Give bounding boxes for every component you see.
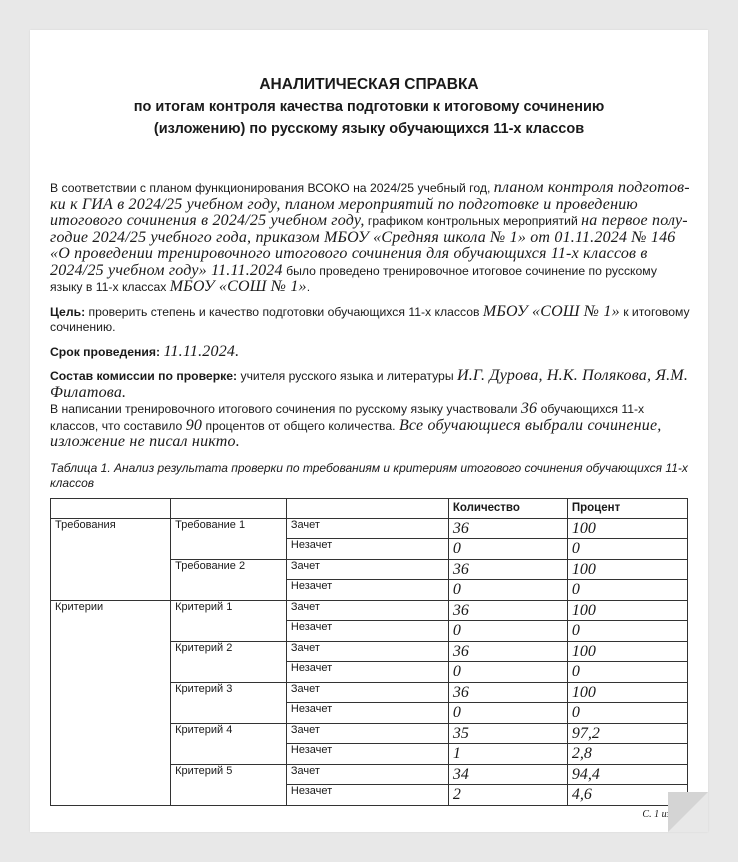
date-value: 11.11.2024. (163, 342, 240, 360)
result-label-cell: Незачет (286, 785, 448, 806)
commission-paragraph (50, 368, 690, 401)
count-cell: 0 (448, 703, 567, 724)
percent-cell: 0 (567, 703, 687, 724)
result-label-cell: Зачет (286, 723, 448, 744)
result-label-cell: Зачет (286, 641, 448, 662)
count-cell: 35 (448, 723, 567, 744)
intro-text-2: учебный год, (417, 181, 491, 195)
result-label-cell: Незачет (286, 662, 448, 683)
goal-label: Цель: (50, 304, 86, 319)
result-label-cell: Незачет (286, 744, 448, 765)
goal-paragraph (50, 304, 690, 336)
count-cell: 0 (448, 539, 567, 560)
table-row (51, 518, 688, 539)
result-label-cell: Незачет (286, 703, 448, 724)
participation-paragraph (50, 401, 690, 451)
goal-school: МБОУ «СОШ № 1» (482, 302, 620, 320)
header-cell (286, 499, 448, 519)
result-label-cell: Зачет (286, 518, 448, 539)
intro-handwritten-1: планом контроля подготов-ки к ГИА в 2024/25 учебном году, планом мероприятий по подготовке и проведению итогового сочинения в 2024/25 учебном году, (50, 179, 690, 229)
document-title (30, 74, 708, 140)
title-line-1: АНАЛИТИЧЕСКАЯ СПРАВКА (259, 76, 479, 93)
result-label-cell: Зачет (286, 764, 448, 785)
goal-text: проверить степень и качество подготовки обучающихся 11-х классов (88, 304, 480, 319)
participation-text-2: обучающихся 11-х классов, что составило (50, 402, 645, 433)
percent-cell: 0 (567, 662, 687, 683)
group-cell: Требования (51, 518, 171, 600)
count-cell: 36 (448, 518, 567, 539)
title-line-2: по итогам контроля качества подготовки к итоговому сочинению (133, 99, 605, 115)
intro-text-1: В соответствии с планом функционирования ВСОКО на (50, 181, 367, 195)
title-line-3: (изложению) по русскому языку обучающихся 11-х классов (153, 121, 585, 137)
participation-percent: 90 (185, 416, 203, 434)
item-cell: Критерий 3 (171, 682, 287, 723)
date-paragraph (50, 344, 690, 361)
header-count: Количество (448, 499, 567, 519)
page-number: С. 1 из 5 (642, 809, 678, 820)
intro-school-name: МБОУ «СОШ № 1» (169, 278, 307, 295)
item-cell: Критерий 1 (171, 600, 287, 641)
commission-members: И.Г. Дурова, Н.К. Полякова, Я.М. Филатова. (50, 367, 689, 401)
percent-cell: 100 (567, 682, 687, 703)
intro-year: 2024/25 (369, 181, 415, 195)
date-label: Срок проведения: (50, 344, 161, 359)
count-cell: 34 (448, 764, 567, 785)
participation-note: Все обучающиеся выбрали сочинение, изложение не писал никто. (50, 416, 662, 450)
result-label-cell: Зачет (286, 600, 448, 621)
percent-cell: 100 (567, 641, 687, 662)
item-cell: Требование 2 (171, 559, 287, 600)
item-cell: Требование 1 (171, 518, 287, 559)
results-table (50, 498, 688, 806)
item-cell: Критерий 2 (171, 641, 287, 682)
percent-cell: 0 (567, 580, 687, 601)
participation-count: 36 (520, 400, 538, 417)
commission-label: Состав комиссии по проверке: (50, 369, 238, 383)
percent-cell: 100 (567, 559, 687, 580)
goal-text-end: к итоговому сочинению. (50, 304, 690, 334)
count-cell: 36 (448, 559, 567, 580)
percent-cell: 94,4 (567, 764, 687, 785)
count-cell: 2 (448, 785, 567, 806)
participation-text-3: процентов от общего количества. (205, 418, 396, 433)
count-cell: 0 (448, 580, 567, 601)
count-cell: 1 (448, 744, 567, 765)
result-label-cell: Незачет (286, 580, 448, 601)
percent-cell: 100 (567, 600, 687, 621)
percent-cell: 0 (567, 621, 687, 642)
percent-cell: 0 (567, 539, 687, 560)
table-header-row (51, 499, 688, 519)
header-percent: Процент (567, 499, 687, 519)
percent-cell: 100 (567, 518, 687, 539)
count-cell: 0 (448, 621, 567, 642)
intro-period: . (306, 280, 311, 294)
header-cell (51, 499, 171, 519)
percent-cell: 2,8 (567, 744, 687, 765)
intro-text-3: графиком контрольных мероприятий (367, 214, 578, 228)
result-label-cell: Незачет (286, 621, 448, 642)
participation-text-1: В написании тренировочного итогового сочинения по русскому языку участвовали (50, 402, 518, 416)
count-cell: 0 (448, 662, 567, 683)
result-label-cell: Зачет (286, 682, 448, 703)
document-body (50, 180, 690, 491)
count-cell: 36 (448, 641, 567, 662)
table-body (51, 518, 688, 805)
item-cell: Критерий 5 (171, 764, 287, 805)
table-row (51, 600, 688, 621)
group-cell: Критерии (51, 600, 171, 805)
intro-handwritten-2: на первое полу-годие 2024/25 учебного года, приказом МБОУ «Средняя школа № 1» от 01.11.2024 № 146 «О проведении тренировочного итогового сочинения для обучающихся 11-х классов в 2024/25 учебном году» 11.11.2024 (50, 212, 688, 279)
header-cell (171, 499, 287, 519)
page-fold-corner (668, 792, 708, 832)
percent-cell: 97,2 (567, 723, 687, 744)
document-page (30, 30, 708, 832)
intro-paragraph (50, 180, 690, 296)
count-cell: 36 (448, 682, 567, 703)
item-cell: Критерий 4 (171, 723, 287, 764)
percent-cell: 4,6 (567, 785, 687, 806)
intro-text-4: было проведено тренировочное итоговое сочинение по русскому языку в 11-х классах (50, 263, 657, 294)
result-label-cell: Зачет (286, 559, 448, 580)
commission-text: учителя русского языка и литературы (240, 369, 454, 383)
result-label-cell: Незачет (286, 539, 448, 560)
count-cell: 36 (448, 600, 567, 621)
table-caption: Таблица 1. Анализ результата проверки по требованиям и критериям итогового сочинения обучающихся 11-х классов (50, 460, 688, 490)
